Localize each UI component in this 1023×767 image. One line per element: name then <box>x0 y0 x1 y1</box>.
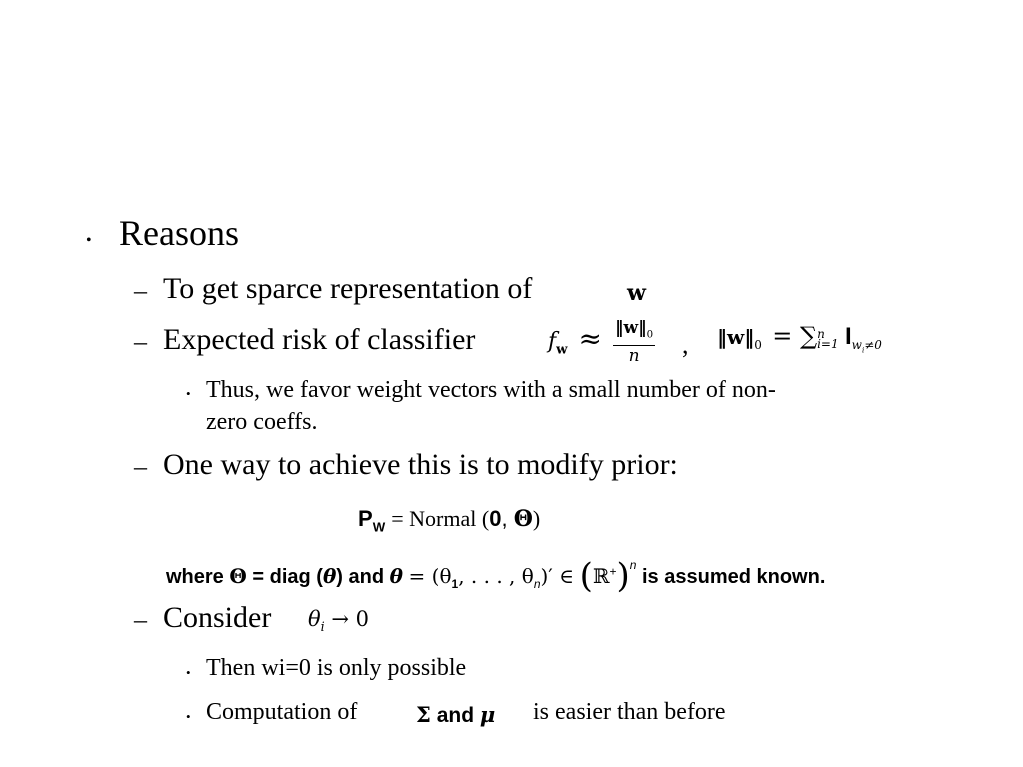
sigma-mu-formula: Σ and μ <box>416 702 496 727</box>
sub-bullet-dot: • <box>186 665 191 680</box>
l0-norm-formula: $‖w‖_0$ = ∑ n i=1 $I_{w_i\ne 0}$ <box>717 322 882 355</box>
expected-risk-formula: $f_w$ ≈ $\frac{‖w‖_0}{n}$ <box>548 318 654 367</box>
formula-comma: , <box>682 330 689 359</box>
sub-bullet-dot: • <box>186 386 191 401</box>
sub-bullet-computation-pre: Computation of <box>206 699 358 725</box>
dash-bullet: – <box>134 327 147 356</box>
dash-bullet: – <box>134 276 147 305</box>
prior-equation: $P_W$ = Normal (0, Θ) <box>358 506 541 535</box>
item-sparse-representation: To get sparce representation of <box>163 272 533 305</box>
item-consider: Consider <box>163 601 272 634</box>
dash-bullet: – <box>134 452 147 481</box>
item-modify-prior: One way to achieve this is to modify prior: <box>163 448 678 481</box>
dash-bullet: – <box>134 605 147 634</box>
bullet-dot: • <box>86 232 92 249</box>
sub-bullet-favor-line1: Thus, we favor weight vectors with a small number of non- <box>206 377 776 403</box>
heading-reasons: Reasons <box>119 213 239 253</box>
theta-limit-formula: $\theta_i \to 0$ <box>308 607 370 635</box>
where-clause: where Θ = diag (θ) and $\theta = (\theta_1$, . . . , $\theta_n)'$ ∈ (ℝ+)$^n$ is assumed known. <box>166 556 826 596</box>
sub-bullet-dot: • <box>186 709 191 724</box>
item-expected-risk: Expected risk of classifier <box>163 323 476 356</box>
sub-bullet-computation-post: is easier than before <box>533 699 726 725</box>
weight-vector-symbol: w <box>627 280 646 306</box>
sub-bullet-wi-zero: Then wi=0 is only possible <box>206 655 467 681</box>
risk-fraction: $\frac{‖w‖_0}{n}$ <box>614 318 654 367</box>
sub-bullet-favor-line2: zero coeffs. <box>206 409 318 435</box>
